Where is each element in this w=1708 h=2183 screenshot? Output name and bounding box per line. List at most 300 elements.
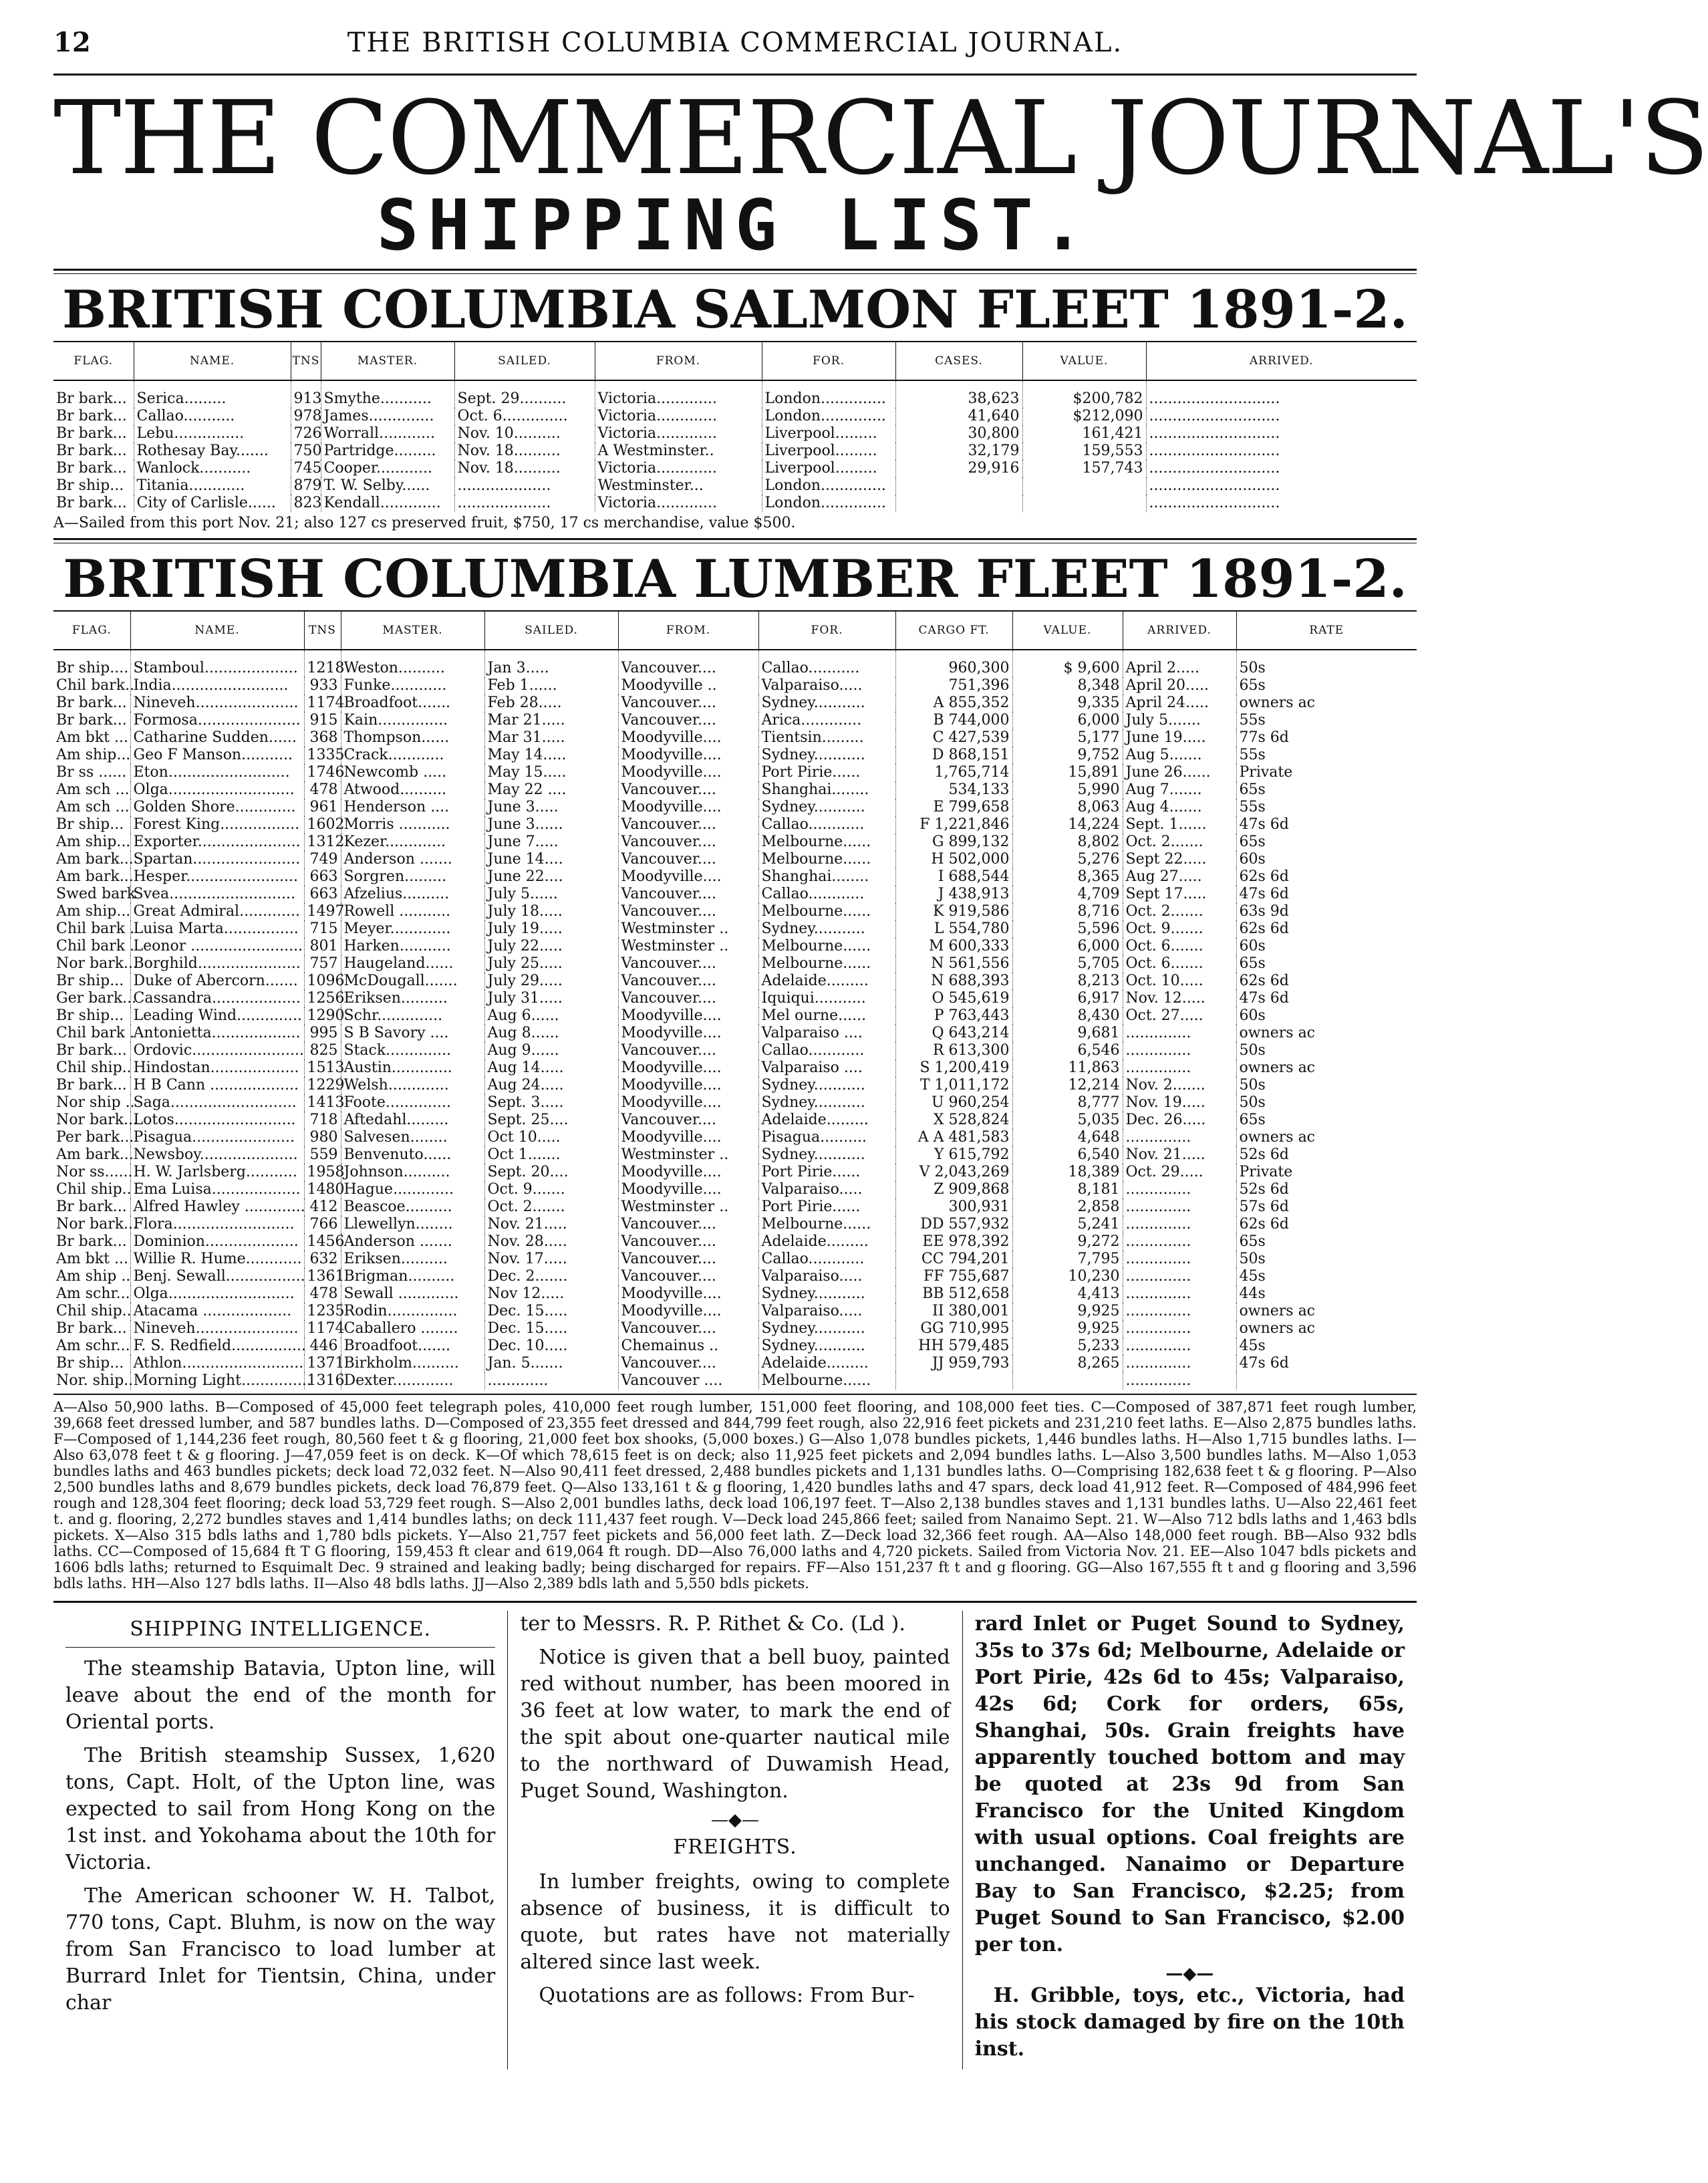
- column-header: CARGO FT.: [895, 611, 1012, 650]
- table-cell: Moodyville....: [618, 1007, 758, 1025]
- table-cell: Athlon..........................: [130, 1355, 304, 1372]
- table-row: [53, 747, 1417, 764]
- table-cell: Arica.............: [758, 712, 895, 729]
- column-header: ARRIVED.: [1123, 611, 1236, 650]
- table-cell: 4,648: [1012, 1129, 1123, 1146]
- table-cell: Victoria.............: [595, 425, 762, 442]
- table-cell: Callao............: [758, 1251, 895, 1268]
- table-cell: Svea...........................: [130, 886, 304, 903]
- table-cell: Llewellyn........: [341, 1216, 484, 1233]
- table-row: [53, 990, 1417, 1007]
- freights-heading: FREIGHTS.: [673, 1835, 797, 1859]
- table-cell: Westminster ..: [618, 1146, 758, 1164]
- table-cell: 6,000: [1012, 938, 1123, 955]
- table-cell: 961: [304, 799, 341, 816]
- table-cell: Aug 27.....: [1123, 868, 1236, 886]
- table-cell: Oct. 2.......: [1123, 903, 1236, 920]
- table-cell: 2,858: [1012, 1198, 1123, 1216]
- table-cell: Aug 8......: [484, 1025, 618, 1042]
- table-cell: 750: [291, 442, 321, 460]
- table-row: [53, 1320, 1417, 1337]
- table-cell: Valparaiso ....: [758, 1025, 895, 1042]
- table-cell: Vancouver....: [618, 903, 758, 920]
- table-cell: Moodyville....: [618, 868, 758, 886]
- table-cell: 1256: [304, 990, 341, 1007]
- table-cell: Tientsin.........: [758, 729, 895, 747]
- table-cell: D 868,151: [895, 747, 1012, 764]
- table-cell: Dec. 15.....: [484, 1303, 618, 1320]
- table-cell: 1958: [304, 1164, 341, 1181]
- table-cell: May 15.....: [484, 764, 618, 781]
- masthead-title: THE COMMERCIAL JOURNAL'S: [53, 79, 1708, 197]
- table-cell: HH 579,485: [895, 1337, 1012, 1355]
- table-cell: Wanlock...........: [134, 460, 291, 477]
- table-cell: 47s 6d: [1236, 990, 1417, 1007]
- table-cell: Liverpool.........: [762, 425, 895, 442]
- table-cell: 915: [304, 712, 341, 729]
- table-cell: 663: [304, 886, 341, 903]
- table-cell: F. S. Redfield................: [130, 1337, 304, 1355]
- table-cell: 5,596: [1012, 920, 1123, 938]
- table-cell: Vancouver....: [618, 990, 758, 1007]
- intelligence-paragraph: The British steamship Sussex, 1,620 tons, Capt. Holt, of the Upton line, was expected to sail from Hong Kong on the 1st inst. and Yokohama about the 10th for Victoria.: [65, 1744, 496, 1874]
- table-cell: 663: [304, 868, 341, 886]
- table-cell: 715: [304, 920, 341, 938]
- table-row: [53, 477, 1417, 495]
- table-cell: 8,430: [1012, 1007, 1123, 1025]
- table-cell: Br bark...: [56, 390, 127, 407]
- column-header: NAME.: [130, 611, 304, 650]
- running-header: [53, 27, 1417, 76]
- table-cell: Sept. 20....: [484, 1164, 618, 1181]
- table-cell: Br ship...: [56, 1007, 124, 1024]
- table-row: [53, 1285, 1417, 1303]
- table-cell: Vancouver ....: [618, 1372, 758, 1390]
- table-cell: [1012, 1372, 1123, 1390]
- table-cell: Morris ...........: [341, 816, 484, 833]
- table-cell: Moodyville....: [618, 1164, 758, 1181]
- table-cell: Nor bark...: [56, 955, 138, 972]
- table-cell: 1096: [304, 973, 341, 990]
- table-cell: Sewall .............: [341, 1285, 484, 1303]
- table-cell: 52s 6d: [1236, 1146, 1417, 1164]
- column-header: VALUE.: [1022, 342, 1146, 380]
- table-cell: Dec. 26.....: [1123, 1112, 1236, 1129]
- table-row: [53, 903, 1417, 920]
- table-cell: ..............: [1123, 1233, 1236, 1251]
- column-shipping-intelligence: [53, 1611, 507, 2069]
- table-row: [53, 1355, 1417, 1372]
- table-cell: Iquiqui...........: [758, 990, 895, 1007]
- table-cell: 726: [291, 425, 321, 442]
- column-header: TNS: [304, 611, 341, 650]
- table-cell: Br bark...: [56, 425, 127, 442]
- table-cell: Nov. 10..........: [454, 425, 595, 442]
- table-cell: owners ac: [1236, 1059, 1417, 1077]
- table-cell: 50s: [1236, 1251, 1417, 1268]
- table-cell: Feb 1......: [484, 677, 618, 694]
- table-cell: [895, 477, 1022, 495]
- table-cell: 15,891: [1012, 764, 1123, 781]
- intelligence-paragraph: The steamship Batavia, Upton line, will leave about the end of the month for Oriental ports.: [65, 1657, 496, 1734]
- table-row: [53, 380, 1417, 408]
- table-cell: Am bark...: [56, 1146, 134, 1163]
- table-cell: Geo F Manson...........: [130, 747, 304, 764]
- table-cell: ..............: [1123, 1268, 1236, 1285]
- table-cell: 47s 6d: [1236, 816, 1417, 833]
- table-cell: Oct. 27.....: [1123, 1007, 1236, 1025]
- table-cell: M 600,333: [895, 938, 1012, 955]
- table-cell: 8,265: [1012, 1355, 1123, 1372]
- table-cell: Vancouver....: [618, 1268, 758, 1285]
- table-row: [53, 1337, 1417, 1355]
- table-cell: Weston..........: [341, 650, 484, 677]
- column-header: NAME.: [134, 342, 291, 380]
- table-cell: Valparaiso.....: [758, 1303, 895, 1320]
- table-cell: April 2.....: [1123, 650, 1236, 677]
- table-cell: Henderson ....: [341, 799, 484, 816]
- salmon-fleet-table: [53, 341, 1417, 512]
- table-cell: Forest King.................: [130, 816, 304, 833]
- table-cell: owners ac: [1236, 1025, 1417, 1042]
- table-cell: 6,000: [1012, 712, 1123, 729]
- table-row: [53, 1164, 1417, 1181]
- table-cell: Br bark...: [56, 1233, 127, 1250]
- table-cell: A A 481,583: [895, 1129, 1012, 1146]
- table-cell: Am sch ...: [56, 781, 130, 798]
- double-rule: [53, 269, 1417, 274]
- table-cell: Mar 31.....: [484, 729, 618, 747]
- table-cell: 4,413: [1012, 1285, 1123, 1303]
- table-cell: May 22 ....: [484, 781, 618, 799]
- table-cell: London..............: [762, 380, 895, 408]
- table-row: [53, 694, 1417, 712]
- table-cell: 41,640: [895, 408, 1022, 425]
- table-cell: H. W. Jarlsberg...........: [130, 1164, 304, 1181]
- table-cell: Vancouver....: [618, 833, 758, 851]
- table-cell: Vancouver....: [618, 1216, 758, 1233]
- table-cell: Melbourne......: [758, 955, 895, 973]
- column-header: MASTER.: [341, 611, 484, 650]
- table-cell: Thompson......: [341, 729, 484, 747]
- table-cell: Sept. 25....: [484, 1112, 618, 1129]
- table-cell: Oct. 2.......: [484, 1198, 618, 1216]
- table-cell: City of Carlisle......: [134, 495, 291, 512]
- table-cell: Nineveh......................: [130, 1320, 304, 1337]
- table-cell: Chemainus ..: [618, 1337, 758, 1355]
- table-cell: ............................: [1146, 380, 1417, 408]
- table-cell: 32,179: [895, 442, 1022, 460]
- table-cell: Leading Wind..............: [130, 1007, 304, 1025]
- table-cell: ............................: [1146, 477, 1417, 495]
- table-row: [53, 1059, 1417, 1077]
- table-cell: Rowell ...........: [341, 903, 484, 920]
- table-cell: 30,800: [895, 425, 1022, 442]
- table-row: [53, 712, 1417, 729]
- table-cell: Morning Light...............: [130, 1372, 304, 1390]
- table-cell: Port Pirie......: [758, 1164, 895, 1181]
- table-cell: 50s: [1236, 650, 1417, 677]
- table-cell: 55s: [1236, 712, 1417, 729]
- table-cell: Moodyville....: [618, 799, 758, 816]
- table-cell: 65s: [1236, 781, 1417, 799]
- table-cell: Moodyville....: [618, 1059, 758, 1077]
- table-cell: Callao............: [758, 1042, 895, 1059]
- table-cell: Br bark...: [56, 1077, 127, 1094]
- table-cell: Callao............: [758, 816, 895, 833]
- table-cell: I 688,544: [895, 868, 1012, 886]
- table-cell: Y 615,792: [895, 1146, 1012, 1164]
- table-cell: Chil bark..: [56, 677, 135, 694]
- table-cell: Lotos..........................: [130, 1112, 304, 1129]
- table-cell: H B Cann ...................: [130, 1077, 304, 1094]
- table-cell: June 26......: [1123, 764, 1236, 781]
- table-row: [53, 1268, 1417, 1285]
- table-cell: ..............: [1123, 1303, 1236, 1320]
- table-cell: 632: [304, 1251, 341, 1268]
- table-cell: Austin.............: [341, 1059, 484, 1077]
- table-cell: July 25.....: [484, 955, 618, 973]
- table-cell: 161,421: [1022, 425, 1146, 442]
- column-header: SAILED.: [454, 342, 595, 380]
- table-cell: JJ 959,793: [895, 1355, 1012, 1372]
- page-number: 12: [53, 27, 91, 58]
- table-cell: Chil bark .: [56, 920, 135, 937]
- table-cell: Alfred Hawley .............: [130, 1198, 304, 1216]
- table-cell: 52s 6d: [1236, 1181, 1417, 1198]
- table-cell: Chil ship..: [56, 1181, 132, 1198]
- table-cell: Kendall.............: [321, 495, 454, 512]
- table-cell: ..............: [1123, 1198, 1236, 1216]
- table-cell: Port Pirie......: [758, 764, 895, 781]
- table-row: [53, 425, 1417, 442]
- table-cell: Funke............: [341, 677, 484, 694]
- table-cell: Victoria.............: [595, 460, 762, 477]
- table-cell: 478: [304, 1285, 341, 1303]
- table-cell: Nov. 19.....: [1123, 1094, 1236, 1112]
- table-cell: Aug 14.....: [484, 1059, 618, 1077]
- table-cell: Chil ship..: [56, 1303, 132, 1319]
- table-cell: 159,553: [1022, 442, 1146, 460]
- table-cell: Nor ship ..: [56, 1094, 135, 1111]
- table-cell: 879: [291, 477, 321, 495]
- table-cell: 77s 6d: [1236, 729, 1417, 747]
- column-header: FOR.: [762, 342, 895, 380]
- table-cell: S B Savory ....: [341, 1025, 484, 1042]
- table-cell: ..............: [1123, 1025, 1236, 1042]
- table-cell: Am schr...: [56, 1285, 130, 1302]
- table-cell: Shanghai........: [758, 868, 895, 886]
- table-cell: FF 755,687: [895, 1268, 1012, 1285]
- table-cell: Nov. 21.....: [1123, 1146, 1236, 1164]
- table-cell: II 380,001: [895, 1303, 1012, 1320]
- table-cell: Nov. 18..........: [454, 442, 595, 460]
- table-cell: Am bkt ...: [56, 729, 128, 746]
- table-cell: Moodyville ..: [618, 677, 758, 694]
- table-cell: $ 9,600: [1012, 650, 1123, 677]
- table-cell: B 744,000: [895, 712, 1012, 729]
- journal-name: THE BRITISH COLUMBIA COMMERCIAL JOURNAL.: [347, 27, 1123, 58]
- table-cell: 1174: [304, 694, 341, 712]
- table-cell: Crack............: [341, 747, 484, 764]
- lumber-fleet-table: [53, 610, 1417, 1390]
- table-cell: 50s: [1236, 1042, 1417, 1059]
- table-cell: London..............: [762, 477, 895, 495]
- table-cell: Great Admiral.............: [130, 903, 304, 920]
- table-row: [53, 1216, 1417, 1233]
- table-cell: Adelaide.........: [758, 1112, 895, 1129]
- table-cell: Aug 5.......: [1123, 747, 1236, 764]
- table-cell: A 855,352: [895, 694, 1012, 712]
- table-cell: 1497: [304, 903, 341, 920]
- table-cell: Duke of Abercorn.......: [130, 973, 304, 990]
- table-cell: 1316: [304, 1372, 341, 1390]
- table-row: [53, 1146, 1417, 1164]
- table-cell: Port Pirie......: [758, 1198, 895, 1216]
- table-cell: E 799,658: [895, 799, 1012, 816]
- table-cell: Olga...........................: [130, 781, 304, 799]
- table-cell: ....................: [454, 477, 595, 495]
- table-cell: Moodyville....: [618, 1285, 758, 1303]
- table-cell: 45s: [1236, 1268, 1417, 1285]
- table-cell: Melbourne......: [758, 1216, 895, 1233]
- table-cell: June 22....: [484, 868, 618, 886]
- table-cell: 823: [291, 495, 321, 512]
- table-cell: Eriksen..........: [341, 1251, 484, 1268]
- table-cell: June 19.....: [1123, 729, 1236, 747]
- table-cell: Dominion....................: [130, 1233, 304, 1251]
- table-cell: Newcomb .....: [341, 764, 484, 781]
- table-cell: India.........................: [130, 677, 304, 694]
- table-cell: July 5.......: [1123, 712, 1236, 729]
- table-cell: Br bark...: [56, 712, 127, 729]
- table-row: [53, 1198, 1417, 1216]
- table-cell: Br ship...: [56, 1355, 124, 1372]
- table-cell: 4,709: [1012, 886, 1123, 903]
- table-cell: Am bkt ...: [56, 1251, 128, 1267]
- table-cell: DD 557,932: [895, 1216, 1012, 1233]
- table-cell: 8,213: [1012, 973, 1123, 990]
- table-cell: Broadfoot.......: [341, 694, 484, 712]
- table-cell: 478: [304, 781, 341, 799]
- table-cell: ..............: [1123, 1337, 1236, 1355]
- freights-paragraph: Quotations are as follows: From Bur-: [539, 1984, 915, 2007]
- table-row: [53, 1233, 1417, 1251]
- table-row: [53, 1129, 1417, 1146]
- table-cell: 12,214: [1012, 1077, 1123, 1094]
- table-cell: Sydney...........: [758, 1146, 895, 1164]
- table-cell: Am ship...: [56, 833, 131, 850]
- table-cell: GG 710,995: [895, 1320, 1012, 1337]
- table-cell: Stamboul....................: [130, 650, 304, 677]
- table-cell: Chil bark .: [56, 1025, 135, 1041]
- table-cell: Sydney...........: [758, 1337, 895, 1355]
- table-cell: Nov. 21.....: [484, 1216, 618, 1233]
- table-cell: Ordovic........................: [130, 1042, 304, 1059]
- table-cell: Vancouver....: [618, 886, 758, 903]
- table-cell: 63s 9d: [1236, 903, 1417, 920]
- table-cell: 5,035: [1012, 1112, 1123, 1129]
- table-cell: 62s 6d: [1236, 1216, 1417, 1233]
- table-cell: Chil bark .: [56, 938, 135, 954]
- table-cell: Cooper............: [321, 460, 454, 477]
- table-cell: 5,233: [1012, 1337, 1123, 1355]
- table-cell: Schr..............: [341, 1007, 484, 1025]
- table-row: [53, 868, 1417, 886]
- table-cell: Pisagua......................: [130, 1129, 304, 1146]
- table-cell: Catharine Sudden......: [130, 729, 304, 747]
- table-cell: Moodyville....: [618, 1129, 758, 1146]
- table-cell: Rothesay Bay.......: [134, 442, 291, 460]
- lumber-fleet-title: BRITISH COLUMBIA LUMBER FLEET 1891-2.: [63, 549, 1407, 610]
- table-cell: Oct. 6..............: [454, 408, 595, 425]
- table-cell: Vancouver....: [618, 851, 758, 868]
- table-cell: Meyer.............: [341, 920, 484, 938]
- table-cell: ............................: [1146, 495, 1417, 512]
- table-cell: Hesper........................: [130, 868, 304, 886]
- table-cell: Atacama ...................: [130, 1303, 304, 1320]
- table-cell: ............................: [1146, 460, 1417, 477]
- freight-rates-paragraph: rard Inlet or Puget Sound to Sydney, 35s to 37s 6d; Melbourne, Adelaide or Port Pirie, 42s 6d to 45s; Valparaiso, 42s 6d; Cork for orders, 65s, Shanghai, 50s. Grain freights have apparently touched bottom and may be quoted at 23s 9d from San Francisco for the United Kingdom with usual options. Coal freights are unchanged. Nanaimo or Departure Bay to San Francisco, $2.25; from Puget Sound to San Francisco, $2.00 per ton.: [974, 1612, 1405, 1956]
- table-cell: Oct. 9.......: [484, 1181, 618, 1198]
- table-row: [53, 1181, 1417, 1198]
- column-header: ARRIVED.: [1146, 342, 1417, 380]
- table-cell: Oct. 2.......: [1123, 833, 1236, 851]
- table-cell: ....................: [454, 495, 595, 512]
- table-cell: Am bark...: [56, 851, 134, 868]
- table-cell: 50s: [1236, 1094, 1417, 1112]
- table-cell: Br ss ......: [56, 764, 127, 781]
- table-cell: 65s: [1236, 1233, 1417, 1251]
- table-cell: ............................: [1146, 408, 1417, 425]
- table-cell: Moodyville....: [618, 747, 758, 764]
- table-cell: Willie R. Hume............: [130, 1251, 304, 1268]
- table-cell: Exporter......................: [130, 833, 304, 851]
- table-cell: Smythe...........: [321, 380, 454, 408]
- table-cell: owners ac: [1236, 1320, 1417, 1337]
- table-cell: T 1,011,172: [895, 1077, 1012, 1094]
- table-row: [53, 1112, 1417, 1129]
- table-cell: 559: [304, 1146, 341, 1164]
- middle-paragraph: Notice is given that a bell buoy, painted red without number, has been moored in 36 feet at low water, to mark the end of the spit about one-quarter nautical mile to the northward of Duwamish Head, Puget Sound, Washington.: [520, 1646, 950, 1803]
- table-cell: Haugeland......: [341, 955, 484, 973]
- table-row: [53, 886, 1417, 903]
- table-row: [53, 1042, 1417, 1059]
- table-row: [53, 460, 1417, 477]
- table-cell: 47s 6d: [1236, 886, 1417, 903]
- column-middle: [507, 1611, 962, 2069]
- table-cell: 47s 6d: [1236, 1355, 1417, 1372]
- table-cell: ..............: [1123, 1181, 1236, 1198]
- table-cell: Br ship...: [56, 477, 124, 494]
- table-cell: Sydney...........: [758, 1094, 895, 1112]
- table-cell: $212,090: [1022, 408, 1146, 425]
- table-cell: V 2,043,269: [895, 1164, 1012, 1181]
- table-cell: Am ship...: [56, 747, 131, 763]
- table-row: [53, 1077, 1417, 1094]
- table-cell: 65s: [1236, 955, 1417, 973]
- table-cell: Sept 22.....: [1123, 851, 1236, 868]
- table-cell: Br bark...: [56, 495, 127, 511]
- table-cell: 995: [304, 1025, 341, 1042]
- table-cell: L 554,780: [895, 920, 1012, 938]
- table-cell: Vancouver....: [618, 712, 758, 729]
- table-cell: Partridge.........: [321, 442, 454, 460]
- table-cell: Valparaiso ....: [758, 1059, 895, 1077]
- table-cell: Aug 9......: [484, 1042, 618, 1059]
- table-cell: ..............: [1123, 1059, 1236, 1077]
- table-cell: Am ship...: [56, 903, 131, 920]
